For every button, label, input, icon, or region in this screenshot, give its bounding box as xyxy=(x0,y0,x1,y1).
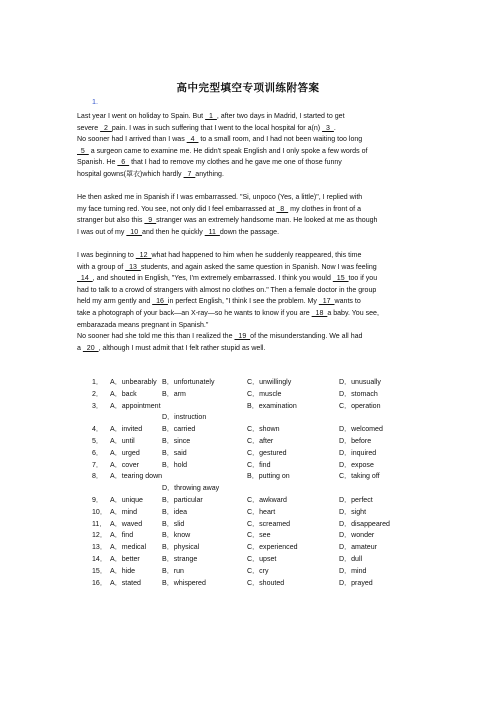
option-col-1: A．back xyxy=(110,390,137,398)
option-col-2: B．whispered xyxy=(162,579,206,587)
option-col-1: A．unbearably xyxy=(110,379,157,386)
option-col-3: C．after xyxy=(247,437,274,445)
paragraph xyxy=(77,250,420,331)
blank-1: 1 xyxy=(205,113,217,120)
option-col-1: A．urged xyxy=(110,449,140,457)
option-col-4: C．operation xyxy=(339,402,381,410)
option-col-4: D．amateur xyxy=(339,544,377,552)
option-col-2: B．strange xyxy=(162,555,198,563)
option-col-1: A．appointment xyxy=(110,402,161,410)
option-col-2: B．slid xyxy=(162,520,185,528)
option-number: 3． xyxy=(92,402,103,410)
option-col-2: B．physical xyxy=(162,544,200,552)
option-col-1: A．invited xyxy=(110,426,143,434)
paragraph-line: a 20 , although I must admit that I felt rather stupid as well. xyxy=(77,344,266,352)
option-col-4: D．before xyxy=(339,437,372,445)
option-col-3: C．upset xyxy=(247,555,277,563)
option-col-3: C．unwillingly xyxy=(247,379,292,386)
paragraph xyxy=(77,192,420,238)
option-col-3: C．heart xyxy=(247,508,276,516)
option-number: 1． xyxy=(92,379,103,386)
document-title: 高中完型填空专项训练附答案 xyxy=(176,82,320,94)
paragraph-line: hospital gowns(罩衣)which hardly 7 anything. xyxy=(77,170,224,178)
option-col-1: A．tearing down xyxy=(110,473,163,481)
option-col-2: B．unfortunately xyxy=(162,379,215,386)
paragraph-line: had to talk to a crowd of strangers with almost no clothes on." Then a female doctor in the group xyxy=(77,286,377,294)
blank-16: 16 xyxy=(152,298,168,306)
option-col-2: B．particular xyxy=(162,496,203,504)
blank-12: 12 xyxy=(135,252,152,259)
blank-5: 5 xyxy=(77,147,89,155)
option-col-2: D．instruction xyxy=(162,414,207,422)
option-number: 5． xyxy=(92,437,103,445)
option-col-3: C．find xyxy=(247,461,271,469)
option-col-2: B．run xyxy=(162,567,184,575)
option-col-1: A．better xyxy=(110,555,140,563)
option-col-3: C．cry xyxy=(247,567,269,575)
option-number: 11． xyxy=(92,520,107,528)
option-col-4: D．unusually xyxy=(339,379,381,386)
option-col-3: B．putting on xyxy=(247,473,290,481)
blank-7: 7 xyxy=(183,170,196,178)
option-col-1: A．find xyxy=(110,532,134,540)
option-col-2: B．said xyxy=(162,449,187,457)
option-col-2: B．know xyxy=(162,532,191,540)
option-number: 9． xyxy=(92,496,103,504)
option-number: 16． xyxy=(92,579,107,587)
paragraph-line: No sooner had she told me this than I realized the 19 of the misunderstanding. We all had xyxy=(77,333,363,340)
blank-2: 2 xyxy=(100,124,112,132)
paragraph xyxy=(77,134,420,180)
option-col-2: B．hold xyxy=(162,461,188,469)
option-col-4: D．wonder xyxy=(339,532,375,540)
option-col-3: C．awkward xyxy=(247,496,287,504)
option-number: 12． xyxy=(92,532,107,540)
paragraph xyxy=(77,331,420,354)
blank-19: 19 xyxy=(234,333,251,340)
option-col-1: A．stated xyxy=(110,579,141,587)
option-col-3: B．examination xyxy=(247,402,297,410)
blank-17: 17 xyxy=(318,298,335,306)
paragraph-line: with a group of 13 students, and again asked the same question in Spanish. Now I was feeling xyxy=(77,263,377,271)
paragraph-line: Last year I went on holiday to Spain. But 1 , after two days in Madrid, I started to get xyxy=(77,113,345,120)
option-col-2: B．carried xyxy=(162,426,196,434)
option-col-3: C．see xyxy=(247,532,271,540)
blank-11: 11 xyxy=(204,228,220,236)
question-number: 1. xyxy=(92,97,98,106)
blank-18: 18 xyxy=(311,309,328,317)
option-number: 6． xyxy=(92,449,103,457)
option-col-1: A．medical xyxy=(110,544,147,552)
paragraph-line: I was out of my 10 and then he quickly 11 down the passage. xyxy=(77,228,280,236)
option-number: 8． xyxy=(92,473,103,481)
option-number: 10． xyxy=(92,508,107,516)
option-number: 13． xyxy=(92,544,107,552)
paragraph-line: held my arm gently and 16 in perfect English, "I think I see the problem. My 17 wants to xyxy=(77,298,361,306)
blank-15: 15 xyxy=(332,275,349,283)
option-col-2: D．throwing away xyxy=(162,485,220,493)
paragraph-line: 5 a surgeon came to examine me. He didn't speak English and I only spoke a few words of xyxy=(77,147,368,155)
paragraph-line: I was beginning to 12 what had happened to him when he suddenly reappeared, this time xyxy=(77,252,362,259)
option-col-3: C．gestured xyxy=(247,449,287,457)
blank-8: 8 xyxy=(276,205,289,213)
paragraph-line: 14 , and shouted in English, "Yes, I'm extremely embarrassed. I think you would 15 too if you xyxy=(77,275,378,283)
blank-14: 14 xyxy=(77,275,93,283)
option-col-1: A．mind xyxy=(110,508,138,516)
blank-4: 4 xyxy=(186,136,199,143)
option-col-4: D．dull xyxy=(339,555,363,563)
option-number: 14． xyxy=(92,555,107,563)
option-number: 4． xyxy=(92,426,103,434)
option-col-3: C．experienced xyxy=(247,544,298,552)
option-col-2: B．idea xyxy=(162,508,188,516)
option-col-4: D．welcomed xyxy=(339,426,383,434)
paragraph-line: No sooner had I arrived than I was 4 to a small room, and I had not been waiting too long xyxy=(77,136,363,143)
option-col-1: A．until xyxy=(110,437,135,445)
option-col-2: B．since xyxy=(162,437,191,445)
option-col-4: C．taking off xyxy=(339,473,380,481)
paragraph-line: my face turning red. You see, not only did I feel embarrassed at 8 my clothes in front of a xyxy=(77,205,362,213)
option-col-1: A．unique xyxy=(110,496,143,504)
option-col-4: D．stomach xyxy=(339,390,378,398)
option-col-1: A．waved xyxy=(110,520,143,528)
option-col-4: D．mind xyxy=(339,567,367,575)
paragraph-line: He then asked me in Spanish if I was embarrassed. "Si, unpoco (Yes, a little)", I replied with xyxy=(77,194,363,201)
option-col-3: C．shown xyxy=(247,426,280,434)
paragraph-line: stranger but also this 9 stranger was an extremely handsome man. He looked at me as though xyxy=(77,217,378,225)
paragraph-line: Spanish. He 6 that I had to remove my clothes and he gave me one of those funny xyxy=(77,159,342,167)
blank-9: 9 xyxy=(144,217,157,225)
option-number: 15． xyxy=(92,567,107,575)
blank-6: 6 xyxy=(117,159,130,167)
paragraph xyxy=(77,111,420,134)
option-col-1: A．cover xyxy=(110,461,139,469)
option-col-4: D．expose xyxy=(339,461,374,469)
option-col-3: C．screamed xyxy=(247,520,291,528)
blank-20: 20 xyxy=(82,344,99,352)
blank-10: 10 xyxy=(126,228,143,236)
blank-3: 3 xyxy=(322,124,334,132)
option-number: 7． xyxy=(92,461,103,469)
option-col-3: C．shouted xyxy=(247,579,285,587)
paragraph-line: embarazada means pregnant in Spanish." xyxy=(77,321,209,329)
option-col-4: D．inquired xyxy=(339,449,377,457)
option-col-4: D．prayed xyxy=(339,579,373,587)
option-col-2: B．arm xyxy=(162,390,186,398)
option-col-4: D．sight xyxy=(339,508,367,516)
paragraph-line: severe 2 pain. I was in such suffering that I went to the local hospital for a(n) 3 . xyxy=(77,124,336,132)
option-col-4: D．disappeared xyxy=(339,520,390,528)
option-col-1: A．hide xyxy=(110,567,136,575)
option-number: 2． xyxy=(92,390,103,398)
paragraph-line: take a photograph of your back—an X-ray—so he wants to know if you are 18 a baby. You see, xyxy=(77,309,379,317)
blank-13: 13 xyxy=(125,263,141,271)
option-col-4: D．perfect xyxy=(339,496,373,504)
option-col-3: C．muscle xyxy=(247,390,282,398)
